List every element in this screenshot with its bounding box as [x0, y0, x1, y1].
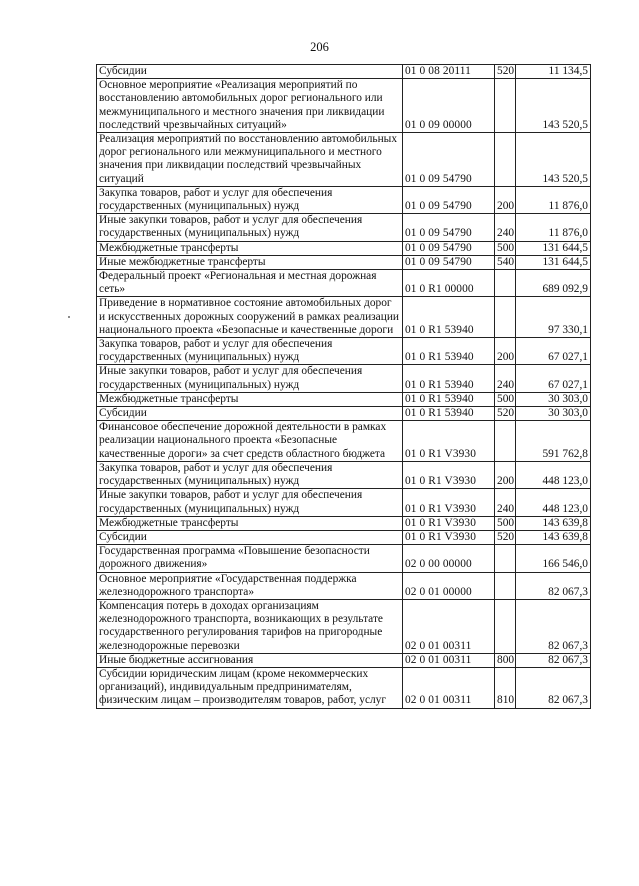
row-code-cell: 01 0 08 20111 — [403, 65, 495, 79]
row-code-cell: 01 0 R1 53940 — [403, 407, 495, 421]
row-amount-cell: 30 303,0 — [516, 407, 591, 421]
row-name-cell: Иные межбюджетные трансферты — [97, 255, 403, 269]
table-row — [97, 516, 591, 530]
row-name-cell: Основное мероприятие «Реализация мероприятий по восстановлению автомобильных дорог регионального или межмуниципального и местного значения при ликвидации последствий чрезвычайных ситуаций» — [97, 79, 403, 133]
row-expense-type-cell — [495, 421, 516, 462]
row-amount-cell: 143 639,8 — [516, 530, 591, 544]
row-expense-type-cell: 200 — [495, 338, 516, 365]
row-code-cell: 01 0 09 54790 — [403, 255, 495, 269]
row-amount-cell: 591 762,8 — [516, 421, 591, 462]
row-code-cell: 01 0 R1 V3930 — [403, 421, 495, 462]
row-name-cell: Межбюджетные трансферты — [97, 516, 403, 530]
row-name-cell: Основное мероприятие «Государственная поддержка железнодорожного транспорта» — [97, 572, 403, 599]
row-code-cell: 01 0 R1 00000 — [403, 270, 495, 297]
row-amount-cell: 11 876,0 — [516, 186, 591, 213]
row-expense-type-cell: 520 — [495, 65, 516, 79]
row-code-cell: 01 0 R1 V3930 — [403, 530, 495, 544]
row-amount-cell: 82 067,3 — [516, 599, 591, 653]
row-code-cell: 02 0 01 00311 — [403, 653, 495, 667]
page-number: 206 — [310, 40, 329, 54]
row-expense-type-cell: 520 — [495, 407, 516, 421]
row-code-cell: 02 0 01 00311 — [403, 599, 495, 653]
row-amount-cell: 448 123,0 — [516, 461, 591, 488]
table-row — [97, 653, 591, 667]
table-row — [97, 297, 591, 338]
row-amount-cell: 143 639,8 — [516, 516, 591, 530]
row-name-cell: Иные закупки товаров, работ и услуг для обеспечения государственных (муниципальных) нужд — [97, 214, 403, 241]
row-amount-cell: 30 303,0 — [516, 392, 591, 406]
row-code-cell: 02 0 00 00000 — [403, 545, 495, 572]
table-row — [97, 392, 591, 406]
row-code-cell: 01 0 R1 V3930 — [403, 489, 495, 516]
table-row — [97, 214, 591, 241]
row-expense-type-cell — [495, 545, 516, 572]
row-name-cell: Иные закупки товаров, работ и услуг для обеспечения государственных (муниципальных) нужд — [97, 489, 403, 516]
row-code-cell: 01 0 R1 V3930 — [403, 516, 495, 530]
row-name-cell: Межбюджетные трансферты — [97, 241, 403, 255]
row-expense-type-cell — [495, 270, 516, 297]
table-row — [97, 407, 591, 421]
row-amount-cell: 82 067,3 — [516, 667, 591, 708]
row-amount-cell: 82 067,3 — [516, 653, 591, 667]
table-row — [97, 599, 591, 653]
row-name-cell: Финансовое обеспечение дорожной деятельности в рамках реализации национального проекта «Безопасные качественные дороги» за счет средств областного бюджета — [97, 421, 403, 462]
table-row — [97, 365, 591, 392]
row-expense-type-cell — [495, 133, 516, 187]
margin-dot — [68, 316, 70, 318]
row-code-cell: 02 0 01 00311 — [403, 667, 495, 708]
row-name-cell: Федеральный проект «Региональная и местная дорожная сеть» — [97, 270, 403, 297]
row-expense-type-cell: 240 — [495, 365, 516, 392]
row-expense-type-cell: 500 — [495, 516, 516, 530]
row-code-cell: 01 0 09 54790 — [403, 241, 495, 255]
table-row — [97, 572, 591, 599]
row-expense-type-cell — [495, 599, 516, 653]
row-name-cell: Субсидии — [97, 530, 403, 544]
row-name-cell: Иные закупки товаров, работ и услуг для обеспечения государственных (муниципальных) нужд — [97, 365, 403, 392]
row-amount-cell: 67 027,1 — [516, 338, 591, 365]
row-expense-type-cell — [495, 572, 516, 599]
row-amount-cell: 131 644,5 — [516, 241, 591, 255]
table-row — [97, 241, 591, 255]
row-amount-cell: 67 027,1 — [516, 365, 591, 392]
row-amount-cell: 143 520,5 — [516, 79, 591, 133]
row-amount-cell: 97 330,1 — [516, 297, 591, 338]
row-expense-type-cell — [495, 79, 516, 133]
table-row — [97, 255, 591, 269]
table-row — [97, 65, 591, 79]
table-row — [97, 79, 591, 133]
row-expense-type-cell: 800 — [495, 653, 516, 667]
row-expense-type-cell: 810 — [495, 667, 516, 708]
row-amount-cell: 11 876,0 — [516, 214, 591, 241]
row-code-cell: 01 0 09 54790 — [403, 133, 495, 187]
table-row — [97, 530, 591, 544]
row-code-cell: 01 0 09 54790 — [403, 186, 495, 213]
row-expense-type-cell: 200 — [495, 461, 516, 488]
row-amount-cell: 11 134,5 — [516, 65, 591, 79]
row-code-cell: 01 0 R1 53940 — [403, 297, 495, 338]
row-code-cell: 01 0 R1 53940 — [403, 338, 495, 365]
row-name-cell: Субсидии юридическим лицам (кроме некоммерческих организаций), индивидуальным предпринимателям, физическим лицам – производителям товаров, работ, услуг — [97, 667, 403, 708]
row-code-cell: 01 0 09 54790 — [403, 214, 495, 241]
row-amount-cell: 448 123,0 — [516, 489, 591, 516]
row-expense-type-cell — [495, 297, 516, 338]
row-name-cell: Субсидии — [97, 407, 403, 421]
row-name-cell: Приведение в нормативное состояние автомобильных дорог и искусственных дорожных сооружений в рамках реализации национального проекта «Безопасные и качественные дороги — [97, 297, 403, 338]
row-expense-type-cell: 520 — [495, 530, 516, 544]
table-row — [97, 270, 591, 297]
row-amount-cell: 689 092,9 — [516, 270, 591, 297]
table-row — [97, 667, 591, 708]
row-code-cell: 01 0 R1 V3930 — [403, 461, 495, 488]
table-row — [97, 186, 591, 213]
row-expense-type-cell: 240 — [495, 489, 516, 516]
row-name-cell: Закупка товаров, работ и услуг для обеспечения государственных (муниципальных) нужд — [97, 338, 403, 365]
row-expense-type-cell: 240 — [495, 214, 516, 241]
table-row — [97, 421, 591, 462]
table-row — [97, 489, 591, 516]
row-name-cell: Закупка товаров, работ и услуг для обеспечения государственных (муниципальных) нужд — [97, 186, 403, 213]
row-name-cell: Межбюджетные трансферты — [97, 392, 403, 406]
row-code-cell: 01 0 R1 53940 — [403, 392, 495, 406]
row-amount-cell: 166 546,0 — [516, 545, 591, 572]
table-row — [97, 338, 591, 365]
row-name-cell: Государственная программа «Повышение безопасности дорожного движения» — [97, 545, 403, 572]
row-expense-type-cell: 540 — [495, 255, 516, 269]
budget-table-body — [97, 65, 591, 709]
table-row — [97, 133, 591, 187]
row-name-cell: Компенсация потерь в доходах организациям железнодорожного транспорта, возникающих в результате государственного регулирования тарифов на пригородные железнодорожные перевозки — [97, 599, 403, 653]
row-amount-cell: 143 520,5 — [516, 133, 591, 187]
row-amount-cell: 131 644,5 — [516, 255, 591, 269]
row-expense-type-cell: 500 — [495, 392, 516, 406]
row-expense-type-cell: 200 — [495, 186, 516, 213]
row-expense-type-cell: 500 — [495, 241, 516, 255]
budget-table — [96, 64, 591, 709]
table-row — [97, 545, 591, 572]
row-code-cell: 01 0 09 00000 — [403, 79, 495, 133]
row-name-cell: Субсидии — [97, 65, 403, 79]
table-row — [97, 461, 591, 488]
row-code-cell: 01 0 R1 53940 — [403, 365, 495, 392]
row-name-cell: Закупка товаров, работ и услуг для обеспечения государственных (муниципальных) нужд — [97, 461, 403, 488]
row-name-cell: Реализация мероприятий по восстановлению автомобильных дорог регионального или межмуниципального и местного значения при ликвидации последствий чрезвычайных ситуаций — [97, 133, 403, 187]
row-code-cell: 02 0 01 00000 — [403, 572, 495, 599]
row-name-cell: Иные бюджетные ассигнования — [97, 653, 403, 667]
row-amount-cell: 82 067,3 — [516, 572, 591, 599]
